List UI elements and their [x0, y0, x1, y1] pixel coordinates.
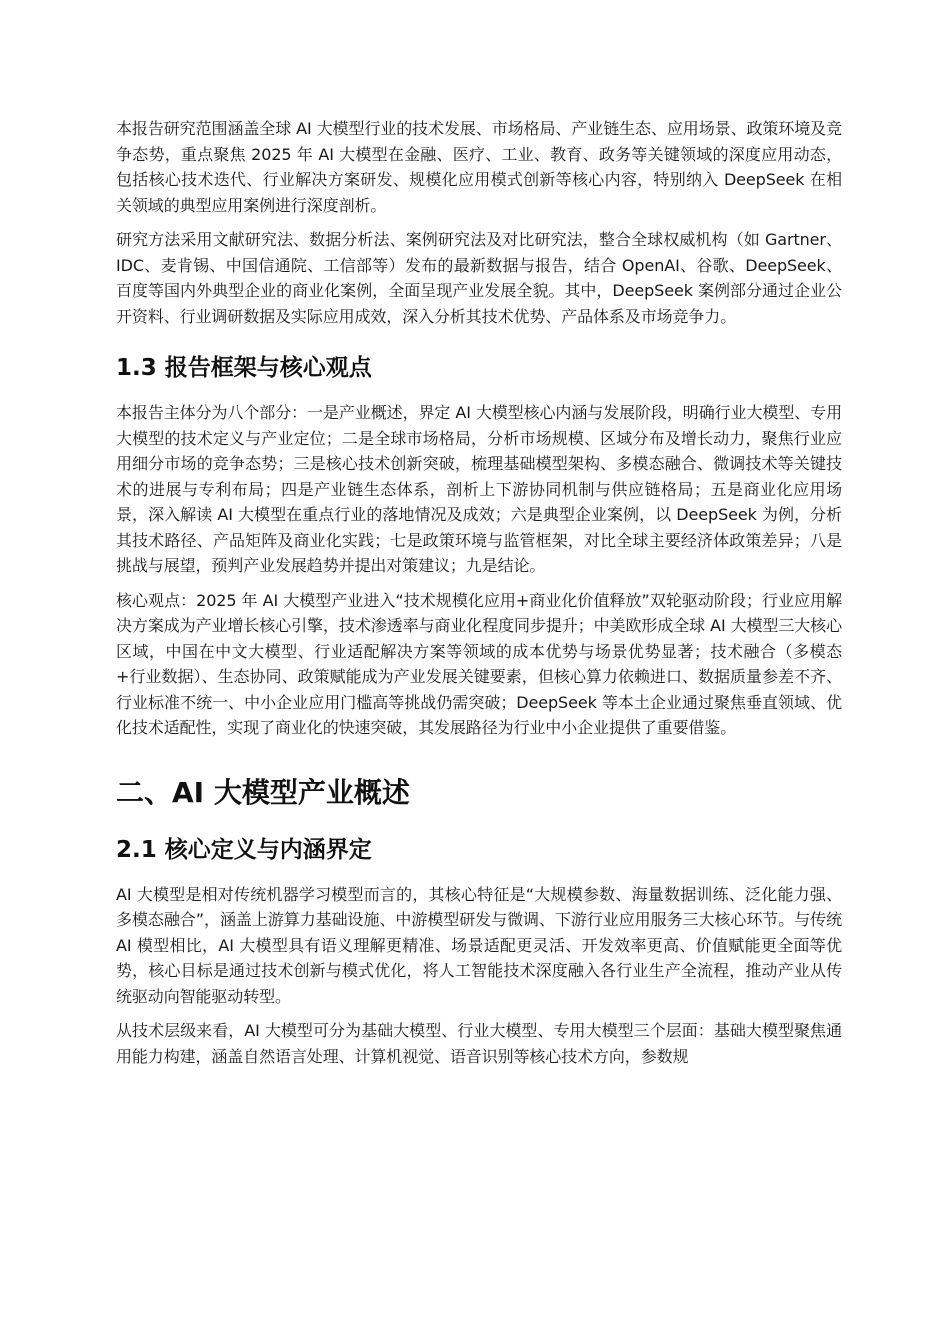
chapter-heading-2: 二、AI 大模型产业概述	[116, 775, 410, 809]
section-heading-2-1: 2.1 核心定义与内涵界定	[116, 836, 372, 863]
paragraph-report-framework: 本报告主体分为八个部分：一是产业概述，界定 AI 大模型核心内涵与发展阶段，明确行业大模型、专用大模型的技术定义与产业定位；二是全球市场格局，分析市场规模、区域分布及增长动力，聚焦行业应用细分市场的竞争态势；三是核心技术创新突破，梳理基础模型架构、多模态融合、微调技术等关键技术的进展与专利布局；四是产业链生态体系，剖析上下游协同机制与供应链格局；五是商业化应用场景，深入解读 AI 大模型在重点行业的落地情况及成效；六是典型企业案例，以 DeepSeek 为例，分析其技术路径、产品矩阵及商业化实践；七是政策环境与监管框架，对比全球主要经济体政策差异；八是挑战与展望，预判产业发展趋势并提出对策建议；九是结论。	[116, 403, 842, 575]
document-page	[116, 116, 842, 1078]
paragraph-core-viewpoints: 核心观点：2025 年 AI 大模型产业进入“技术规模化应用+商业化价值释放”双轮驱动阶段；行业应用解决方案成为产业增长核心引擎，技术渗透率与商业化程度同步提升；中美欧形成全球 AI 大模型三大核心区域，中国在中文大模型、行业适配解决方案等领域的成本优势与场景优势显著；技术融合（多模态+行业数据）、生态协同、政策赋能成为产业发展关键要素，但核心算力依赖进口、数据质量参差不齐、行业标准不统一、中小企业应用门槛高等挑战仍需突破；DeepSeek 等本土企业通过聚焦垂直领域、优化技术适配性，实现了商业化的快速突破，其发展路径为行业中小企业提供了重要借鉴。	[116, 590, 842, 737]
paragraph-research-methods: 研究方法采用文献研究法、数据分析法、案例研究法及对比研究法，整合全球权威机构（如 Gartner、IDC、麦肯锡、中国信通院、工信部等）发布的最新数据与报告，结合 OpenAI、谷歌、DeepSeek、百度等国内外典型企业的商业化案例，全面呈现产业发展全貌。其中，DeepSeek 案例部分通过企业公开资料、行业调研数据及实际应用成效，深入分析其技术优势、产品体系及市场竞争力。	[116, 230, 842, 326]
paragraph-research-scope: 本报告研究范围涵盖全球 AI 大模型行业的技术发展、市场格局、产业链生态、应用场景、政策环境及竞争态势，重点聚焦 2025 年 AI 大模型在金融、医疗、工业、教育、政务等关键领域的深度应用动态，包括核心技术迭代、行业解决方案研发、规模化应用模式创新等核心内容，特别纳入 DeepSeek 在相关领域的典型应用案例进行深度剖析。	[116, 119, 842, 215]
section-heading-1-3: 1.3 报告框架与核心观点	[116, 355, 372, 381]
paragraph-core-definition: AI 大模型是相对传统机器学习模型而言的，其核心特征是“大规模参数、海量数据训练、泛化能力强、多模态融合”，涵盖上游算力基础设施、中游模型研发与微调、下游行业应用服务三大核心环节。与传统 AI 模型相比，AI 大模型具有语义理解更精准、场景适配更灵活、开发效率更高、价值赋能更全面等优势，核心目标是通过技术创新与模式优化，将人工智能技术深度融入各行业生产全流程，推动产业从传统驱动向智能驱动转型。	[116, 884, 842, 1006]
paragraph-technical-levels: 从技术层级来看，AI 大模型可分为基础大模型、行业大模型、专用大模型三个层面：基础大模型聚焦通用能力构建，涵盖自然语言处理、计算机视觉、语音识别等核心技术方向，参数规	[116, 1021, 842, 1066]
